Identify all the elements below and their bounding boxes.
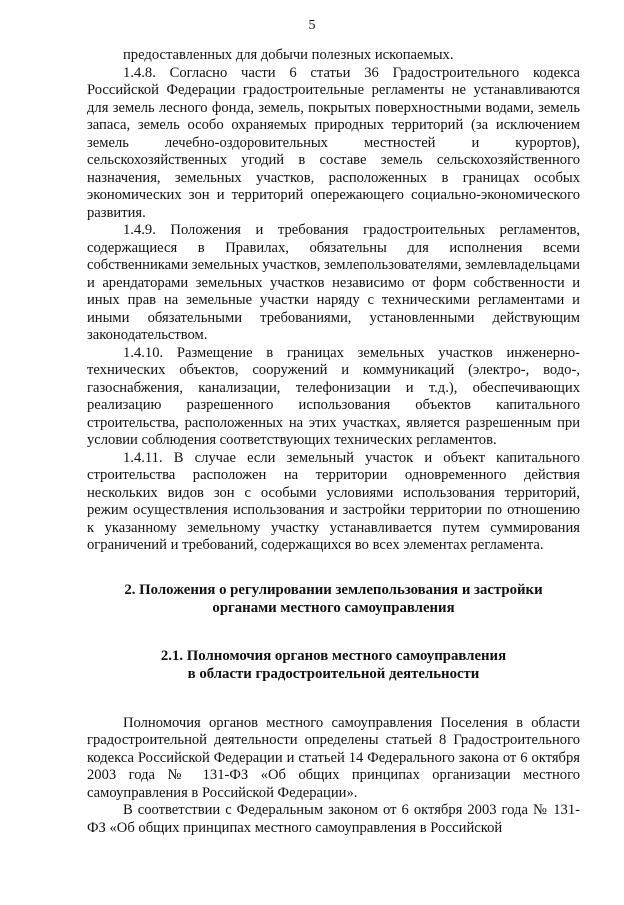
paragraph-1-4-11: 1.4.11. В случае если земельный участок и объект капитального строительства расположен на территории одновременного действия нескольких видов зон с особыми условиями использования территорий, режим осуществления использования и застройки территории по отношению к указанному земельному участку устанавливается путем суммирования ограничений и требований, содержащихся во всех элементах регламента. — [87, 449, 580, 553]
section-2-heading-line-2: органами местного самоуправления — [212, 599, 455, 616]
section-2-heading-line-1: 2. Положения о регулировании землепользования и застройки — [124, 581, 543, 598]
section-2-1-heading-line-1: 2.1. Полномочия органов местного самоуправления — [160, 647, 507, 664]
section-2-heading — [87, 581, 580, 617]
paragraph-1-4-8: 1.4.8. Согласно части 6 статьи 36 Градостроительного кодекса Российской Федерации градостроительные регламенты не устанавливаются для земель лесного фонда, земель, покрытых поверхностными водами, земель запаса, земель особо охраняемых природных территорий (за исключением земель лечебно-оздоровительных местностей и курортов), сельскохозяйственных угодий в составе земель сельскохозяйственного назначения, земельных участков, расположенных в границах особых экономических зон и территорий опережающего социально-экономического развития. — [87, 64, 580, 221]
paragraph-1-4-9: 1.4.9. Положения и требования градостроительных регламентов, содержащиеся в Правилах, обязательны для исполнения всеми собственниками земельных участков, землепользователями, землевладельцами и арендаторами земельных участков независимо от форм собственности и иных прав на земельные участки наряду с техническими регламентами и иными обязательными требованиями, установленными действующим законодательством. — [87, 222, 580, 343]
paragraph-1-4-10: 1.4.10. Размещение в границах земельных участков инженерно-технических объектов, сооружений и коммуникаций (электро-, водо-, газоснабжения, канализации, телефонизации и т.д.), обеспечивающих реализацию разрешенного использования объектов капитального строительства, расположенных на этих участках, является разрешенным при условии соблюдения соответствующих технических регламентов. — [87, 344, 580, 448]
paragraph-federal-law: В соответствии с Федеральным законом от 6 октября 2003 года № 131-ФЗ «Об общих принципах местного самоуправления в Российской — [87, 802, 580, 836]
page-number: 5 — [308, 18, 316, 33]
paragraph-continuation: предоставленных для добычи полезных ископаемых. — [123, 47, 454, 63]
section-2-1-heading — [87, 647, 580, 683]
paragraph-authority: Полномочия органов местного самоуправления Поселения в области градостроительной деятельности определены статьей 8 Градостроительного кодекса Российской Федерации и статьей 14 Федерального закона от 6 октября 2003 года № 131-ФЗ «Об общих принципах организации местного самоуправления в Российской Федерации». — [87, 714, 580, 801]
section-2-1-heading-line-2: в области градостроительной деятельности — [187, 665, 480, 682]
document-body — [87, 47, 580, 837]
